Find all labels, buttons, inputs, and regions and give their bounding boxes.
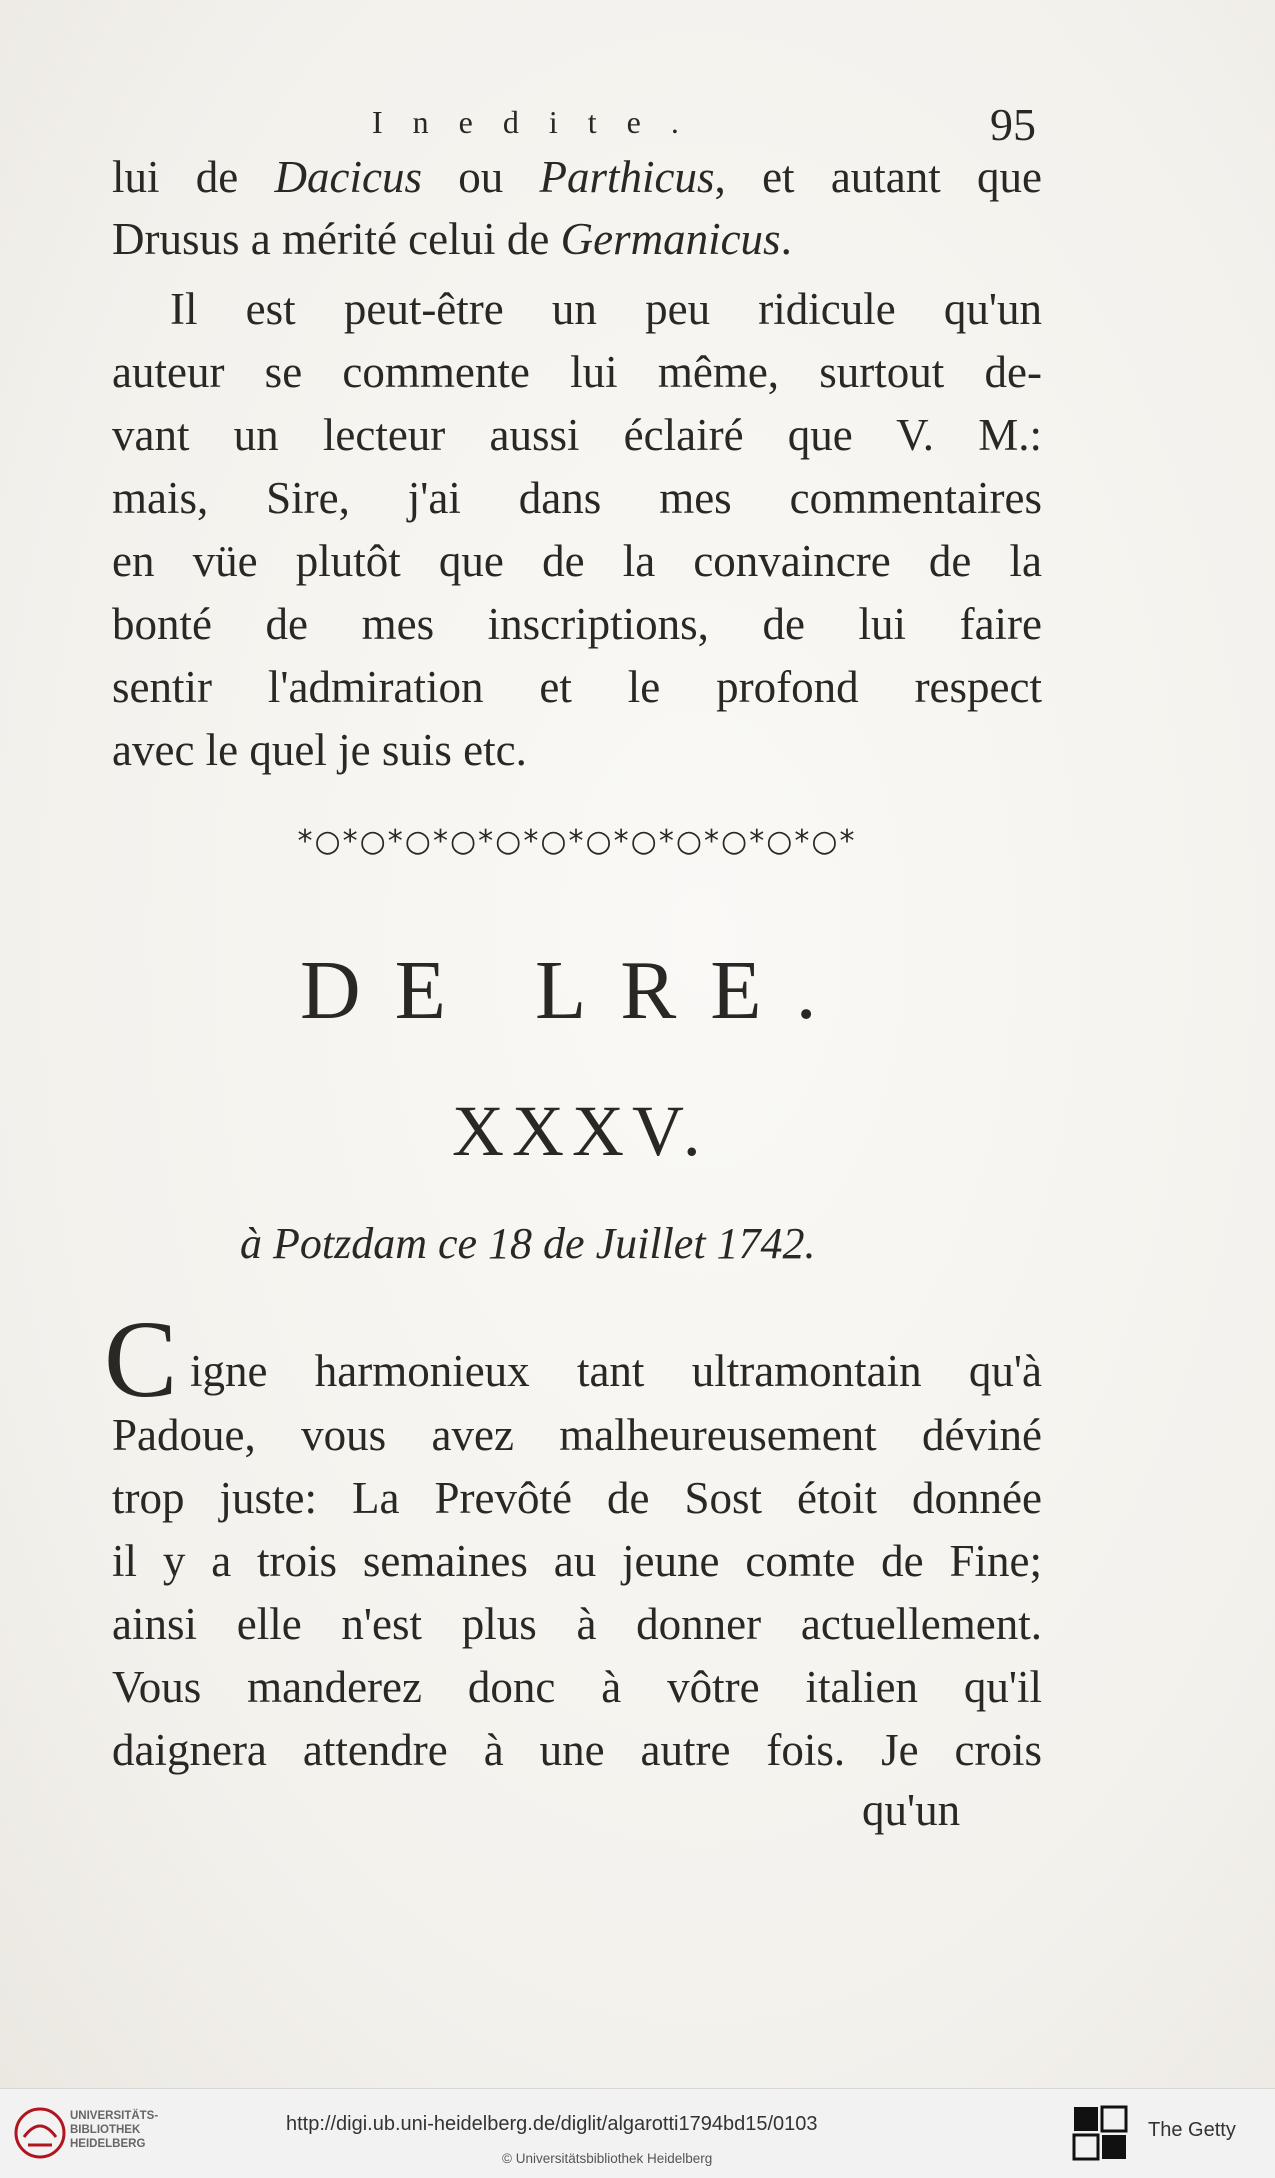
ornament-divider: *○*○*○*○*○*○*○*○*○*○*○*○* xyxy=(297,824,857,859)
page-number: 95 xyxy=(990,99,1036,150)
letter-heading: DE LRE. xyxy=(300,944,851,1037)
copyright-notice: © Universitätsbibliothek Heidelberg xyxy=(502,2151,713,2166)
text-line: Drusus a mérité celui de Germanicus. xyxy=(112,214,792,264)
text-line: mais, Sire, j'ai dans mes commentaires xyxy=(112,473,1042,523)
text-line: en vüe plutôt que de la convaincre de la xyxy=(112,536,1042,586)
text-line: avec le quel je suis etc. xyxy=(112,725,527,775)
text-line: vant un lecteur aussi éclairé que V. M.: xyxy=(112,410,1042,460)
library-name xyxy=(70,2109,158,2151)
library-name-line: HEIDELBERG xyxy=(70,2138,146,2150)
text-line: Il est peut-être un peu ridicule qu'un xyxy=(170,284,1042,334)
library-name-line: UNIVERSITÄTS- xyxy=(70,2110,159,2122)
getty-logo-icon xyxy=(1072,2105,1130,2163)
university-library-logo-icon xyxy=(14,2107,66,2159)
text-line: lui de Dacicus ou Parthicus, et autant que xyxy=(112,152,1043,202)
text-line: auteur se commente lui même, surtout de- xyxy=(112,347,1042,397)
partner-name: The Getty xyxy=(1148,2119,1236,2141)
text-line: Vous manderez donc à vôtre italien qu'il xyxy=(112,1662,1042,1712)
running-title: Inedite. xyxy=(372,104,709,140)
text-line: sentir l'admiration et le profond respect xyxy=(112,662,1042,712)
letter-first-line: igne harmonieux tant ultramontain qu'à xyxy=(190,1346,1042,1396)
footer-bar xyxy=(0,2088,1275,2178)
text-line: daignera attendre à une autre fois. Je crois xyxy=(112,1725,1042,1775)
library-name-line: BIBLIOTHEK xyxy=(70,2124,141,2136)
letter-dateline: à Potzdam ce 18 de Juillet 1742. xyxy=(240,1219,816,1268)
catchword: qu'un xyxy=(862,1785,961,1835)
text-line: bonté de mes inscriptions, de lui faire xyxy=(112,599,1042,649)
letter-number: XXXV. xyxy=(452,1091,709,1171)
text-line: trop juste: La Prevôté de Sost étoit donnée xyxy=(112,1473,1042,1523)
text-line: ainsi elle n'est plus à donner actuellement. xyxy=(112,1599,1042,1649)
permalink-url[interactable]: http://digi.ub.uni-heidelberg.de/diglit/algarotti1794bd15/0103 xyxy=(286,2113,818,2135)
drop-cap: C xyxy=(104,1298,178,1420)
text-line: il y a trois semaines au jeune comte de Fine; xyxy=(112,1536,1042,1586)
text-line: Padoue, vous avez malheureusement déviné xyxy=(112,1410,1042,1460)
